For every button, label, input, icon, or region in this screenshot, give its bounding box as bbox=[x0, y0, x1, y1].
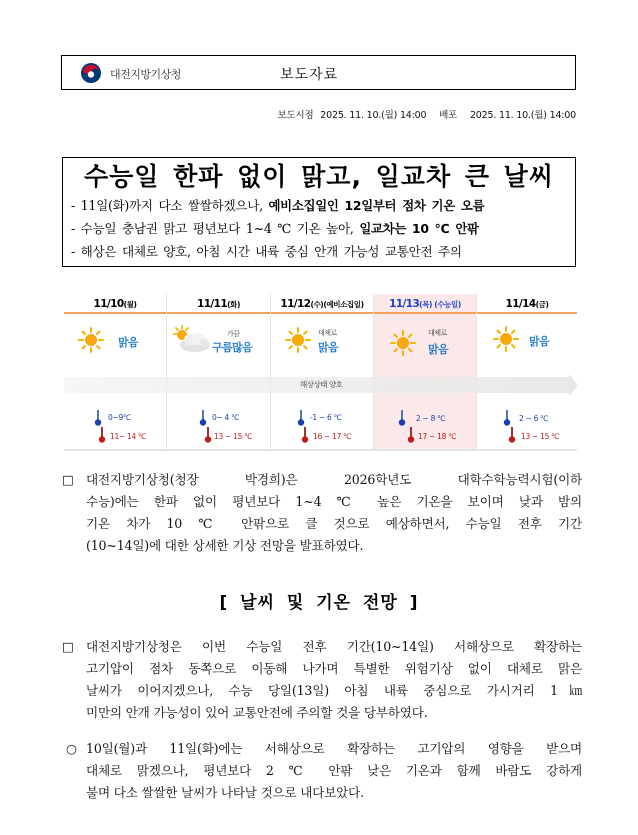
sun-icon bbox=[78, 327, 104, 353]
paragraph-line: 불며 다소 쌀쌀한 날씨가 나타날 것으로 내다보았다. bbox=[86, 785, 364, 800]
forecast-infographic bbox=[64, 294, 577, 451]
bullet-emphasis: 예비소집일인 12일부터 점차 기온 오름 bbox=[268, 198, 485, 213]
weather-qualifier: 대체로 bbox=[428, 329, 447, 337]
square-bullet-icon: □ bbox=[62, 472, 74, 487]
agency-name: 대전지방기상청 bbox=[110, 68, 181, 81]
date-text: 11/11 bbox=[197, 298, 228, 310]
intro-paragraph bbox=[62, 469, 582, 557]
cloud-sun-icon bbox=[173, 325, 213, 355]
bullet-text: - 해상은 대체로 양호, 아침 시간 내륙 중심 안개 가능성 교통안전 주의 bbox=[71, 244, 462, 259]
weekday-text: (화) bbox=[227, 300, 240, 309]
weather-condition: 맑음 bbox=[428, 343, 449, 356]
high-temperature: 13 ~ 15 ℃ bbox=[214, 432, 253, 441]
date-text: 11/12 bbox=[280, 298, 311, 310]
weather-condition: 맑음 bbox=[118, 336, 139, 349]
sun-icon bbox=[390, 330, 416, 356]
thermometer-high-icon bbox=[508, 427, 516, 443]
weekday-text: (목) bbox=[419, 300, 433, 309]
paragraph-line: 대전지방기상청은 이번 수능일 전후 기간(10~14일) 서해상으로 확장하는 bbox=[86, 639, 582, 654]
weather-qualifier: 대체로 bbox=[318, 329, 337, 337]
thermometer-low-icon bbox=[398, 410, 406, 426]
forecast-date bbox=[64, 294, 166, 314]
thermometer-high-icon bbox=[301, 427, 309, 443]
press-release-header bbox=[61, 55, 576, 90]
forecast-date bbox=[271, 294, 373, 314]
weekday-text: (월) bbox=[123, 300, 137, 309]
forecast-day bbox=[477, 294, 577, 449]
forecast-day bbox=[271, 294, 374, 449]
thermometer-low-icon bbox=[503, 410, 511, 426]
bullet-text: - 11일(화)까지 다소 쌀쌀하겠으나, bbox=[71, 198, 269, 213]
thermometer-high-icon bbox=[98, 427, 106, 443]
low-temperature: 0~9℃ bbox=[108, 413, 132, 422]
headline: 수능일 한파 없이 맑고, 일교차 큰 날씨 bbox=[84, 162, 554, 191]
forecast-date bbox=[167, 294, 270, 314]
sea-state-label: 해상상태 양호 bbox=[300, 380, 343, 389]
low-temperature: 0~ 4 ℃ bbox=[212, 413, 240, 422]
thermometer-low-icon bbox=[297, 410, 305, 426]
paragraph-line: 기온 차가 10 ℃ 안팎으로 클 것으로 예상하면서, 수능일 전후 기간 bbox=[86, 516, 582, 531]
release-info bbox=[274, 107, 576, 121]
bullet-text: - 수능일 충남권 맑고 평년보다 1~4 ℃ 기온 높아, bbox=[71, 221, 360, 236]
distribution-time: 2025. 11. 10.(월) 14:00 bbox=[469, 110, 576, 121]
paragraph-line: (10~14일)에 대한 상세한 기상 전망을 발표하였다. bbox=[86, 538, 364, 553]
forecast-date bbox=[374, 294, 476, 314]
weekday-text: (수) bbox=[310, 300, 324, 309]
arrow-right-icon bbox=[569, 374, 578, 396]
forecast-date bbox=[477, 294, 577, 314]
paragraph-line: 대체로 맑겠으나, 평년보다 2 ℃ 안팎 낮은 기온과 함께 바람도 강하게 bbox=[86, 763, 582, 778]
day-note: (예비소집일) bbox=[323, 300, 364, 309]
document-type: 보도자료 bbox=[280, 67, 339, 83]
low-temperature: 2 ~ 6 ℃ bbox=[519, 414, 549, 423]
report-time-label: 보도시점 bbox=[277, 110, 314, 121]
sun-icon bbox=[493, 326, 519, 352]
government-logo-icon bbox=[80, 62, 102, 84]
paragraph-line: 수능)에는 한파 없이 평년보다 1~4 ℃ 높은 기온을 보이며 낮과 밤의 bbox=[86, 494, 582, 509]
low-temperature: -1 ~ 6 ℃ bbox=[310, 413, 342, 422]
forecast-day bbox=[167, 294, 271, 449]
weather-condition: 맑음 bbox=[529, 335, 550, 348]
summary-bullet bbox=[71, 194, 567, 217]
low-temperature: 2 ~ 8 ℃ bbox=[416, 414, 446, 423]
high-temperature: 11~ 14 ℃ bbox=[110, 432, 147, 441]
summary-box bbox=[62, 157, 576, 267]
paragraph-line: 날씨가 이어지겠으나, 수능 당일(13일) 아침 내륙 중심으로 가시거리 1㎞ bbox=[86, 683, 582, 698]
summary-bullet bbox=[71, 240, 567, 263]
summary-bullet bbox=[71, 217, 567, 240]
report-time: 2025. 11. 10.(월) 14:00 bbox=[320, 110, 427, 121]
paragraph-line: 미만의 안개 가능성이 있어 교통안전에 주의할 것을 당부하였다. bbox=[86, 705, 428, 720]
thermometer-high-icon bbox=[204, 427, 212, 443]
paragraph-line: 10일(월)과 11일(화)에는 서해상으로 확장하는 고기압의 영향을 받으며 bbox=[86, 741, 582, 756]
weather-qualifier: 가끔 bbox=[227, 330, 240, 338]
outlook-paragraph bbox=[62, 636, 582, 724]
section-title: [ 날씨 및 기온 전망 ] bbox=[219, 593, 419, 613]
bullet-emphasis: 일교차는 10 ℃ 안팎 bbox=[359, 221, 479, 236]
date-text: 11/14 bbox=[505, 298, 536, 310]
date-text: 11/10 bbox=[93, 298, 124, 310]
high-temperature: 16 ~ 17 ℃ bbox=[313, 432, 352, 441]
detail-paragraph bbox=[66, 738, 582, 804]
paragraph-line: 대전지방기상청(청장 박경희)은 2026학년도 대학수학능력시험(이하 bbox=[86, 472, 582, 487]
thermometer-high-icon bbox=[407, 427, 415, 443]
day-note: (수능일) bbox=[432, 300, 461, 309]
weather-condition: 맑음 bbox=[318, 341, 339, 354]
circle-bullet-icon: ○ bbox=[66, 741, 77, 756]
high-temperature: 13 ~ 15 ℃ bbox=[521, 432, 560, 441]
paragraph-line: 고기압이 점차 동쪽으로 이동해 나가며 특별한 위험기상 없이 대체로 맑은 bbox=[86, 661, 582, 676]
square-bullet-icon: □ bbox=[62, 639, 74, 654]
forecast-day bbox=[64, 294, 167, 449]
high-temperature: 17 ~ 18 ℃ bbox=[418, 432, 457, 441]
forecast-day-exam bbox=[374, 294, 477, 449]
sun-icon bbox=[285, 327, 311, 353]
weekday-text: (금) bbox=[535, 300, 549, 309]
distribution-label: 배포 bbox=[439, 110, 458, 121]
thermometer-low-icon bbox=[94, 410, 102, 426]
date-text: 11/13 bbox=[389, 298, 420, 310]
thermometer-low-icon bbox=[199, 410, 207, 426]
weather-condition: 구름많음 bbox=[212, 341, 253, 354]
